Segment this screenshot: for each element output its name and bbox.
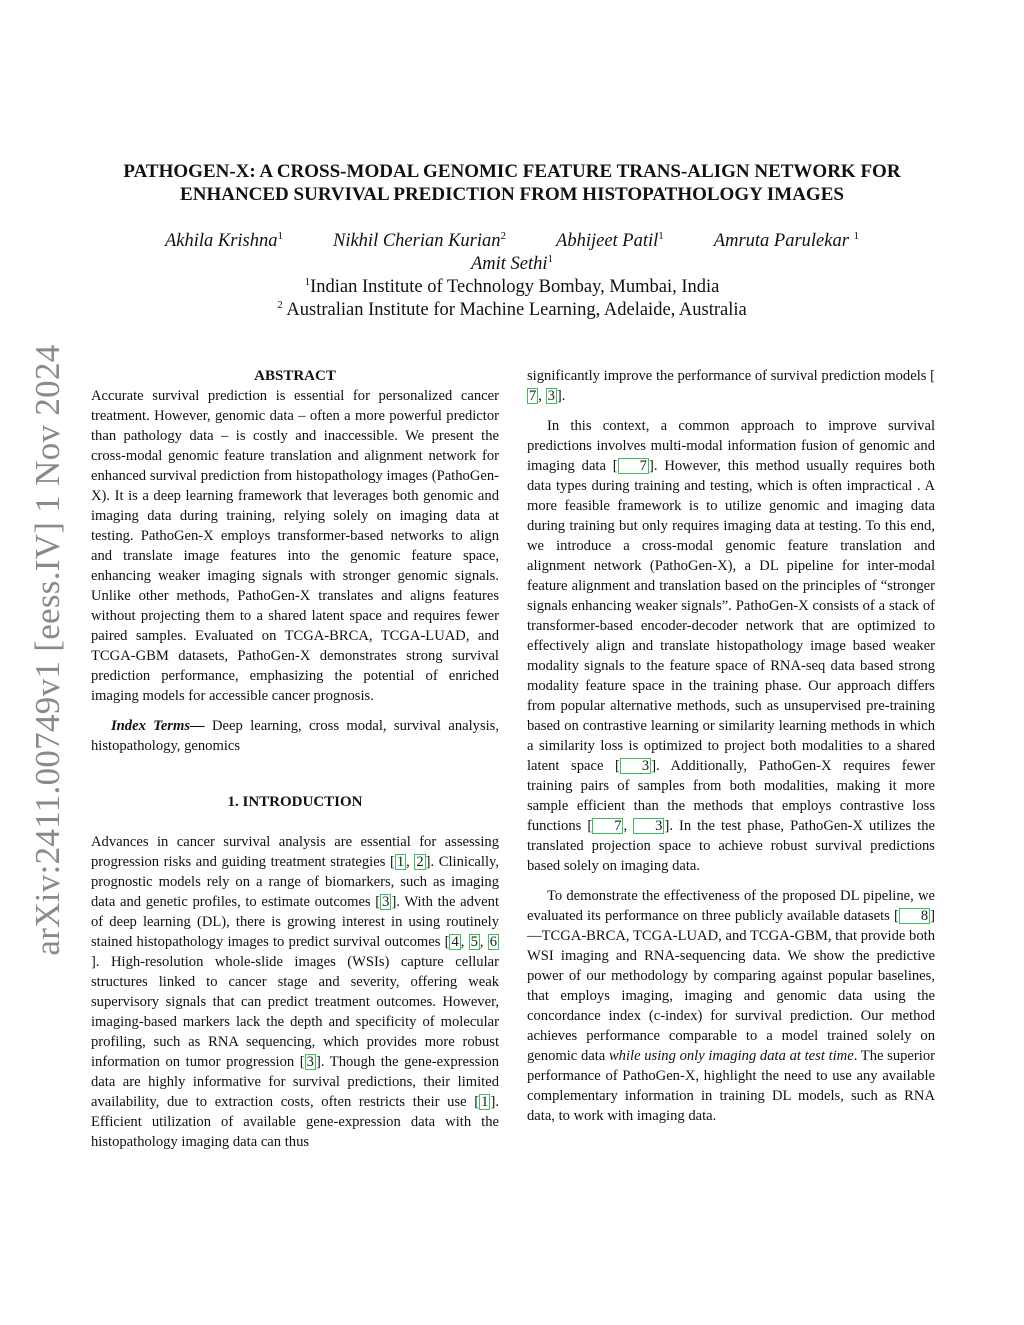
introduction-heading: 1. INTRODUCTION: [227, 794, 363, 810]
citation-link[interactable]: 1: [481, 1094, 489, 1110]
citation-link[interactable]: 4: [451, 934, 459, 950]
citation-link[interactable]: 3: [620, 758, 651, 774]
affiliation: $^1$Indian Institute of Technology Bombay, Mumbai, India: [304, 276, 720, 297]
author-row: [80, 230, 944, 253]
author: Abhijeet Patil$^1$: [556, 230, 664, 251]
citation-link[interactable]: 5: [470, 934, 478, 950]
abstract-heading: ABSTRACT: [254, 368, 336, 384]
author: Nikhil Cherian Kurian$^2$: [332, 230, 507, 251]
abstract-text: Accurate survival prediction is essential for personalized cancer treatment. However, genomic data – often a more powerful predictor than pathology data – is costly and inaccessible. We present the cross-modal genomic feature translation and alignment network for enhanced survival prediction from histopathology images (PathoGen-X). It is a deep learning framework that leverages both genomic and imaging data during training, relying solely on imaging data at testing. PathoGen-X employs transformer-based networks to align and translate image features into the genomic feature space, enhancing weaker imaging signals with stronger genomic signals. Unlike other methods, PathoGen-X translates and aligns features without projecting them to a shared latent space and requires fewer paired samples. Evaluated on TCGA-BRCA, TCGA-LUAD, and TCGA-GBM datasets, PathoGen-X demonstrates strong survival prediction performance, emphasizing the potential of enriched imaging models for accessible cancer prognosis.: [91, 388, 499, 704]
author-block: [80, 230, 944, 322]
index-terms: Index Terms— Deep learning, cross modal, survival analysis, histopathology, genomics: [91, 718, 500, 754]
citation-link[interactable]: 3: [306, 1054, 314, 1070]
affiliation: $^2$ Australian Institute for Machine Learning, Adelaide, Australia: [277, 299, 747, 320]
title-line-1: PATHOGEN-X: A CROSS-MODAL GENOMIC FEATURE TRANS-ALIGN NETWORK FOR: [123, 161, 901, 182]
citation-link[interactable]: 3: [382, 894, 390, 910]
body-paragraph: significantly improve the performance of survival prediction models [7 , 3 ].: [527, 368, 935, 404]
author: Akhila Krishna$^1$: [164, 230, 283, 251]
citation-link[interactable]: 8: [899, 908, 930, 924]
citation-link[interactable]: 7: [529, 388, 537, 404]
citation-link[interactable]: 7: [592, 818, 623, 834]
body-paragraph: To demonstrate the effectiveness of the proposed DL pipeline, we evaluated its performance on three publicly available datasets [ 8 ]—TCGA-BRCA, TCGA-LUAD, and TCGA-GBM, that provide both WSI imaging and RNA-sequencing data. We show the predictive power of our methodology by comparing against popular baselines, that employs imaging, imaging and genomic data using the concordance index (c-index) for survival prediction. Our method achieves performance comparable to a model trained solely on genomic data while using only imaging data at test time. The superior performance of PathoGen-X, highlight the need to use any available complementary information in training DL models, such as RNA data, to work with imaging data.: [527, 888, 935, 1124]
author-row: [80, 253, 944, 276]
arxiv-identifier: arXiv:2411.00749v1 [eess.IV] 1 Nov 2024: [28, 344, 67, 956]
author: Amit Sethi$^1$: [470, 253, 554, 274]
title-line-2: ENHANCED SURVIVAL PREDICTION FROM HISTOPATHOLOGY IMAGES: [180, 184, 844, 205]
intro-paragraph: Advances in cancer survival analysis are essential for assessing progression risks and guiding treatment strategies [ 1 , 2 ]. Clinically, prognostic models rely on a range of biomarkers, such as imaging data and genetic profiles, to estimate outcomes [ 3 ]. With the advent of deep learning (DL), there is growing interest in using routinely stained histopathology images to predict survival outcomes [ 4 , 5 , 6]. High-resolution whole-slide images (WSIs) capture cellular structures linked to cancer stage and severity, offering weak supervisory signals that can predict treatment outcomes. However, imaging-based markers lack the depth and specificity of molecular profiling, such as RNA sequencing, which provides more robust information on tumor progression [ 3 ]. Though the gene-expression data are highly informative for survival predictions, their limited availability, due to extraction costs, often restricts their use [ 1 ]. Efficient utilization of available gene-expression data with the histopathology imaging data can thus: [91, 834, 500, 1150]
left-column: [91, 366, 499, 1152]
citation-link[interactable]: 2: [416, 854, 424, 870]
body-paragraph: In this context, a common approach to improve survival predictions involves multi-modal information fusion of genomic and imaging data [ 7 ]. However, this method usually requires both data types during training and testing, which is often impractical . A more feasible framework is to utilize genomic and imaging data during training but only requires imaging data at testing. To this end, we introduce a cross-modal genomic feature translation and alignment network (PathoGen-X), a DL pipeline for inter-modal feature alignment and translation based on the principles of “stronger signals enhancing weaker signals”. PathoGen-X consists of a stack of transformer-based encoder-decoder network that are optimized to effectively align and translate histopathology image based weaker modality signals to the feature space of RNA-seq data based strong modality feature space in the training phase. Our approach differs from popular alternative methods, such as unsupervised pre-training based on contrastive learning or similarity learning methods in which a similarity loss is optimized to project both modalities to a shared latent space [ 3 ]. Additionally, PathoGen-X requires fewer training pairs of samples from both modalities, making it more sample efficient than the methods that employs contrastive loss functions [ 7 , 3 ]. In the test phase, PathoGen-X utilizes the translated projection space to achieve robust survival predictions based solely on imaging data.: [527, 418, 936, 874]
right-column: [527, 366, 935, 1126]
author: Amruta Parulekar $^1$: [713, 230, 860, 251]
citation-link[interactable]: 3: [633, 818, 664, 834]
paper-title: [80, 160, 944, 206]
citation-link[interactable]: 3: [547, 388, 555, 404]
citation-link[interactable]: 7: [618, 458, 649, 474]
citation-link[interactable]: 6: [489, 934, 498, 950]
citation-link[interactable]: 1: [396, 854, 405, 870]
